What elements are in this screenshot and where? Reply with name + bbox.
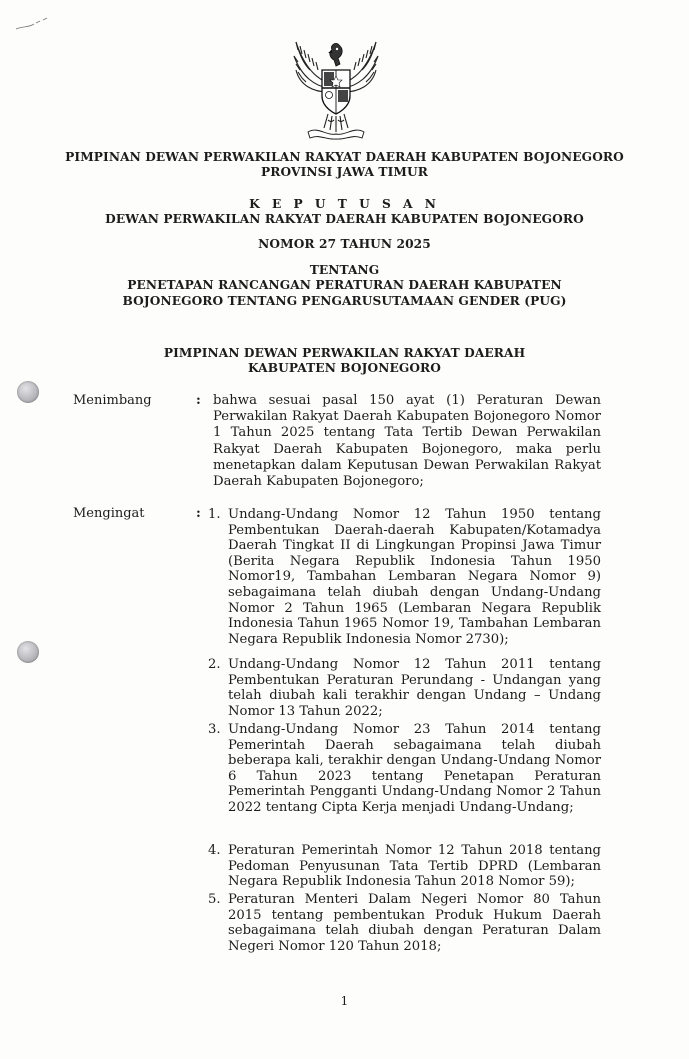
tentang-heading: TENTANG: [309, 263, 380, 277]
decree-number: NOMOR 27 TAHUN 2025: [258, 237, 431, 251]
menimbang-text: bahwa sesuai pasal 150 ayat (1) Peraturan Dewan Perwakilan Rakyat Daerah Kabupaten Bojonegoro Nomor 1 Tahun 2025 tentang Tata Tertib Dewan Perwakilan Rakyat Daerah Kabupaten Bojonegoro, maka perlu menetapkan dalam Keputusan Dewan Perwakilan Rakyat Daerah Kabupaten Bojonegoro;: [213, 393, 601, 490]
mengingat-item-3: [208, 722, 601, 816]
item-number: 3.: [208, 722, 221, 737]
mengingat-item-1: [208, 507, 601, 647]
subject-line-1: PENETAPAN RANCANGAN PERATURAN DAERAH KABUPATEN: [127, 278, 562, 292]
document-type: K E P U T U S A N: [249, 197, 440, 211]
item-text: Undang-Undang Nomor 23 Tahun 2014 tentang Pemerintah Daerah sebagaimana telah diubah beberapa kali, terakhir dengan Undang-Undang Nomor 6 Tahun 2023 tentang Penetapan Peraturan Pemerintah Pengganti Undang-Undang Nomor 2 Tahun 2022 tentang Cipta Kerja menjadi Undang-Undang;: [228, 722, 601, 815]
item-number: 1.: [208, 507, 221, 522]
signatory-header-line-1: PIMPINAN DEWAN PERWAKILAN RAKYAT DAERAH: [163, 346, 526, 360]
item-number: 4.: [208, 843, 221, 858]
garuda-emblem: [290, 36, 382, 142]
scan-mark: [14, 16, 50, 32]
mengingat-item-4: [208, 843, 601, 890]
punch-hole-top: [17, 381, 39, 403]
mengingat-label: Mengingat: [73, 506, 145, 521]
item-number: 5.: [208, 892, 221, 907]
institution-line-1: PIMPINAN DEWAN PERWAKILAN RAKYAT DAERAH KABUPATEN BOJONEGORO: [65, 150, 624, 164]
item-number: 2.: [208, 657, 221, 672]
punch-hole-bottom: [17, 641, 39, 663]
menimbang-label: Menimbang: [73, 393, 152, 408]
issuer-name: DEWAN PERWAKILAN RAKYAT DAERAH KABUPATEN BOJONEGORO: [105, 212, 584, 226]
subject-line-2: BOJONEGORO TENTANG PENGARUSUTAMAAN GENDER (PUG): [122, 294, 567, 308]
mengingat-item-2: [208, 657, 601, 719]
item-text: Peraturan Menteri Dalam Negeri Nomor 80 Tahun 2015 tentang pembentukan Produk Hukum Daerah sebagaimana telah diubah dengan Peraturan Dalam Negeri Nomor 120 Tahun 2018;: [228, 892, 601, 954]
item-text: Peraturan Pemerintah Nomor 12 Tahun 2018 tentang Pedoman Penyusunan Tata Tertib DPRD (Lembaran Negara Republik Indonesia Tahun 2018 Nomor 59);: [228, 843, 601, 890]
signatory-header-line-2: KABUPATEN BOJONEGORO: [247, 361, 442, 375]
mengingat-item-5: [208, 892, 601, 954]
item-text: Undang-Undang Nomor 12 Tahun 2011 tentang Pembentukan Peraturan Perundang - Undangan yang telah diubah kali terakhir dengan Undang – Undang Nomor 13 Tahun 2022;: [228, 657, 601, 719]
item-text: Undang-Undang Nomor 12 Tahun 1950 tentang Pembentukan Daerah-daerah Kabupaten/Kotamadya Daerah Tingkat II di Lingkungan Propinsi Jawa Timur (Berita Negara Republik Indonesia Tahun 1950 Nomor19, Tambahan Lembaran Negara Nomor 9) sebagaimana telah diubah dengan Undang-Undang Nomor 2 Tahun 1965 (Lembaran Negara Republik Indonesia Tahun 1965 Nomor 19, Tambahan Lembaran Negara Republik Indonesia Nomor 2730);: [228, 507, 601, 647]
institution-line-2: PROVINSI JAWA TIMUR: [261, 165, 428, 179]
mengingat-colon: :: [196, 506, 201, 521]
page-number: 1: [340, 994, 349, 1008]
menimbang-colon: :: [196, 393, 201, 408]
